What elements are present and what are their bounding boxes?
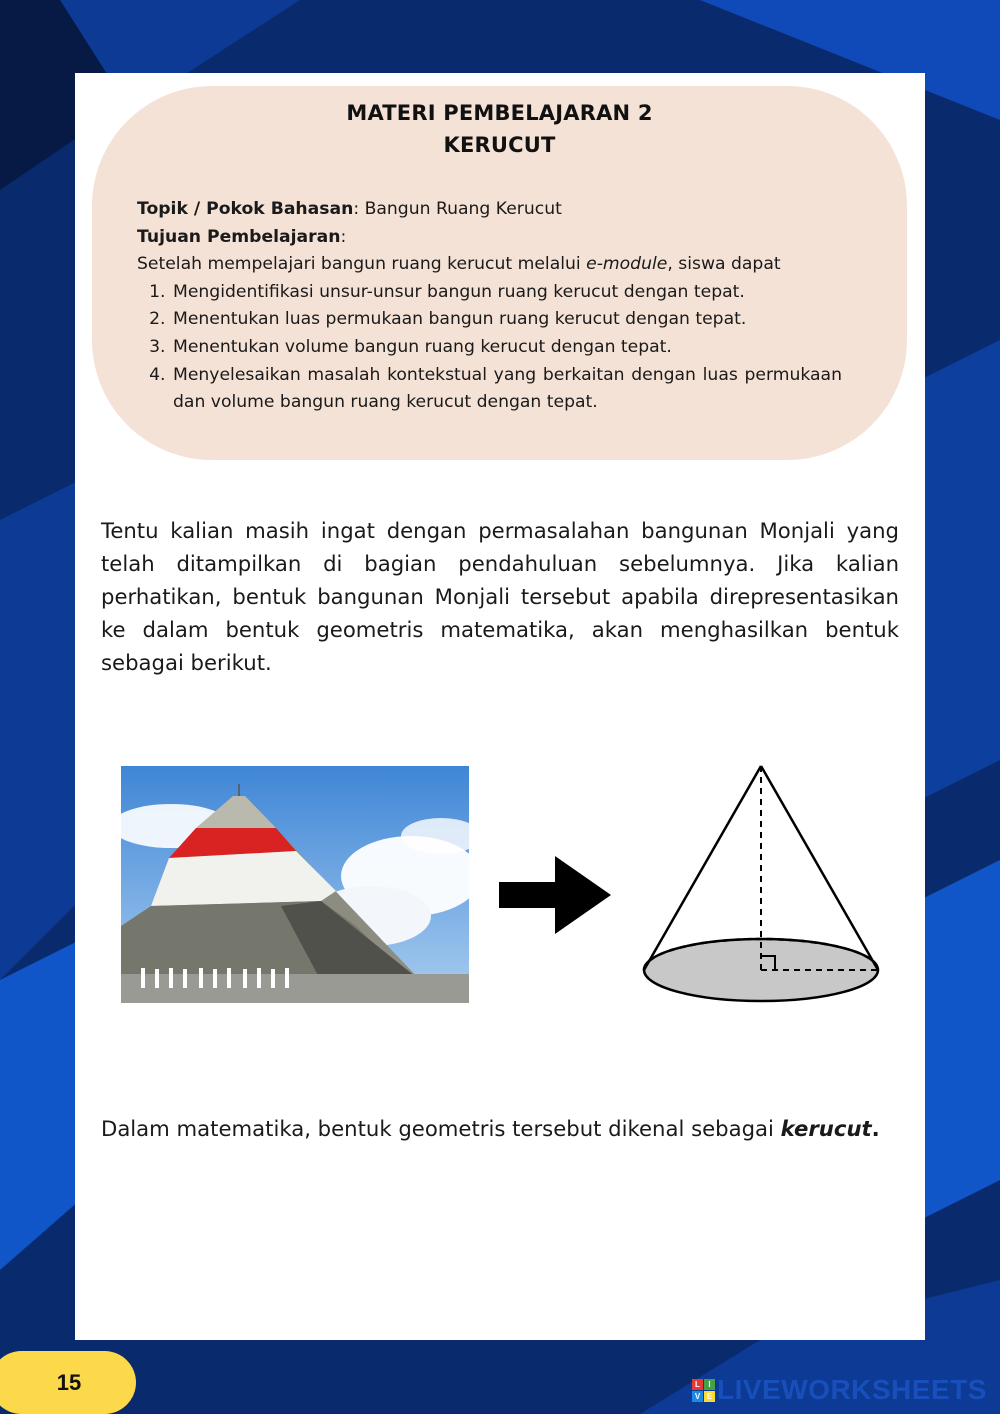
monjali-monument-photo [121,766,469,1003]
topic-label: Topik / Pokok Bahasan [137,199,354,219]
page-number-badge [0,1351,136,1414]
learning-objectives [137,196,842,417]
objective-list [137,279,842,417]
objective-item: 3. Menentukan volume bangun ruang kerucut dengan tepat. [171,334,842,362]
material-subheading: KERUCUT [443,133,556,157]
topic-line [137,196,842,224]
goal-line: Tujuan Pembelajaran: [137,226,347,247]
topic-value: : Bangun Ruang Kerucut [353,199,562,219]
emodule-term: e-module [586,254,668,275]
material-heading: MATERI PEMBELAJARAN 2 [346,101,653,125]
objective-item: 2. Menentukan luas permukaan bangun ruang kerucut dengan tepat. [171,306,842,334]
cone-diagram [636,760,886,1010]
right-arrow-icon [499,856,611,934]
kerucut-term: kerucut [780,1116,872,1141]
intro-paragraph: Tentu kalian masih ingat dengan permasalahan bangunan Monjali yang telah ditampilkan di bagian pendahuluan sebelumnya. Jika kalian perhatikan, bentuk bangunan Monjali tersebut apabila direpresentasikan ke dalam bentuk geometris matematika, akan menghasilkan bentuk sebagai berikut. [101,518,899,675]
goal-label: Tujuan Pembelajaran [137,226,341,247]
conclusion-paragraph: Dalam matematika, bentuk geometris tersebut dikenal sebagai kerucut. [101,1116,880,1141]
liveworksheets-logo [692,1376,987,1404]
logo-icon: L I V E [692,1379,715,1402]
objective-item: 1. Mengidentifikasi unsur-unsur bangun ruang kerucut dengan tepat. [171,279,842,307]
page-number: 15 [56,1369,82,1395]
logo-text: LIVEWORKSHEETS [717,1374,987,1405]
goal-intro: Setelah mempelajari bangun ruang kerucut melalui e-module, siswa dapat [137,254,781,275]
objective-item: 4. Menyelesaikan masalah kontekstual yang berkaitan dengan luas permukaan dan volume bangun ruang kerucut dengan tepat. [171,362,842,417]
